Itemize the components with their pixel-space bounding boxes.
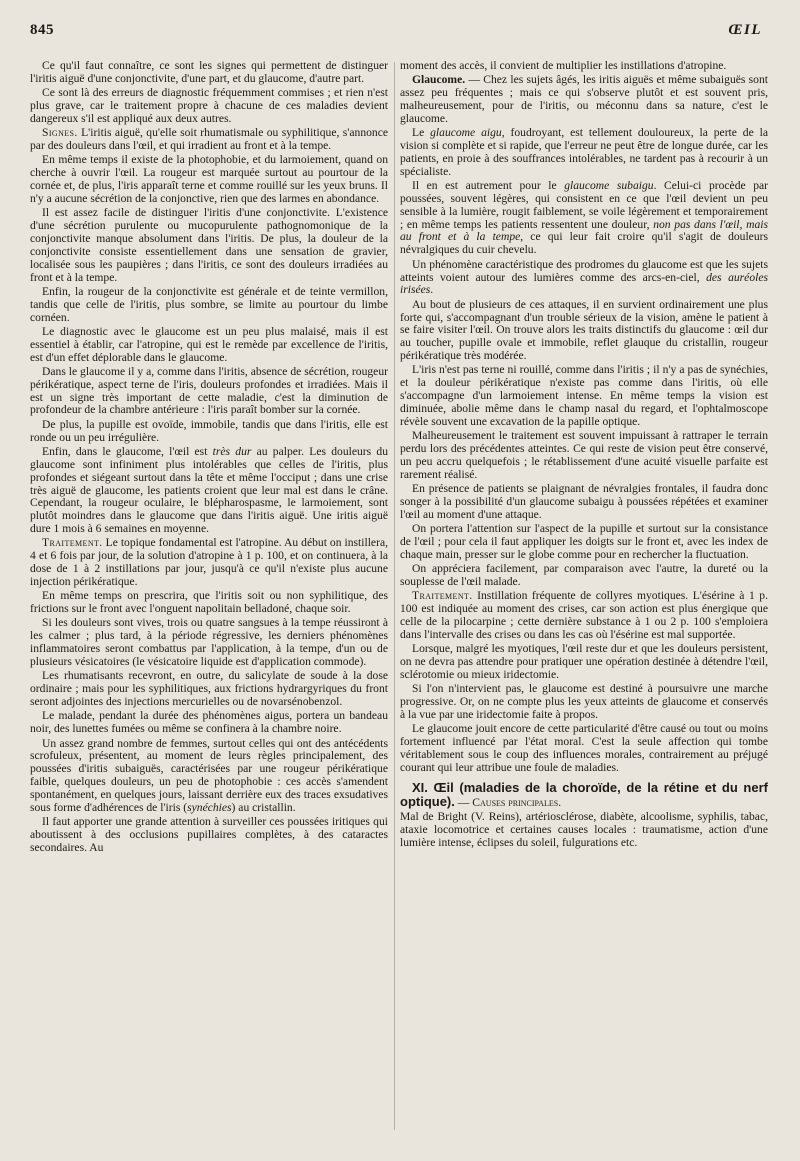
paragraph: Malheureusement le traitement est souvent impuissant à rattraper le terrain perdu lors des précédentes atteintes. Ce qui reste de vision peut être conservé, un peu accru quelquefois ; le rétablissement d'une acuité visuelle parfaite est rarement réalisé. [400, 429, 768, 481]
paragraph: On portera l'attention sur l'aspect de la pupille et surtout sur la consistance de l'œil ; pour cela il faut appliquer les doigts sur le front et, avec les index de chaque main, presser sur le globe comme pour en rechercher la fluctuation. [400, 522, 768, 561]
paragraph: Si les douleurs sont vives, trois ou quatre sangsues à la tempe réussiront à les calmer ; plus tard, à la période régressive, les derniers phénomènes inflammatoires seront combattus par l'application, à la tempe, d'un ou de plusieurs vésicatoires (le vésicatoire liquide est d'application commode). [30, 616, 388, 668]
section-heading-title: XI. Œil (maladies de la choroïde, de la rétine et du nerf optique). [400, 779, 768, 809]
paragraph-text: , foudroyant, est tellement douloureux, la perte de la vision si complète et si rapide, que l'erreur ne peut être de longue durée, car les patients, en proie à des souffrances intolérables, ne tardent pas à recourir à un spécialiste. [400, 126, 768, 178]
paragraph: Au bout de plusieurs de ces attaques, il en survient ordinairement une plus forte qui, s'accompagnant d'un trouble sérieux de la vision, amène le patient à se faire visiter l'œil. On trouve alors les traits distinctifs du glaucome : œil dur au toucher, pupille ovale et immobile, reflet glauque du cristallin, rougeur périkératique très modérée. [400, 297, 768, 363]
column-divider [394, 62, 395, 1130]
page-number: 845 [30, 22, 54, 38]
paragraph: Il est assez facile de distinguer l'iritis d'une conjonctivite. L'existence d'une sécrétion purulente ou mucopurulente pathognomonique de la conjonctivite manque absolument dans l'iritis. De plus, la douleur de la conjonctivite consiste essentiellement dans une sensation de gravier, localisée sous les paupières ; dans l'iritis, ce sont des douleurs irradiées au front et à la tempe. [30, 206, 388, 284]
paragraph [30, 127, 388, 153]
paragraph: Le diagnostic avec le glaucome est un peu plus malaisé, mais il est essentiel à établir, car l'atropine, qui est le remède par excellence de l'iritis, est d'un effet déplorable dans le glaucome. [30, 324, 388, 364]
paragraph: Si l'on n'intervient pas, le glaucome est destiné à poursuivre une marche progressive. Or, on ne compte plus les yeux atteints de glaucome et conservés à la vue par une iridectomie faite à propos. [400, 682, 768, 721]
paragraph: On appréciera facilement, par comparaison avec l'autre, la dureté ou la souplesse de l'œil malade. [400, 562, 768, 588]
paragraph: Lorsque, malgré les myotiques, l'œil reste dur et que les douleurs persistent, on ne devra pas attendre pour pratiquer une opération destinée à détendre l'œil, sclérotomie ou mieux iridectomie. [400, 642, 768, 681]
paragraph: En présence de patients se plaignant de névralgies frontales, il faudra donc songer à la possibilité d'un glaucome subaigu à poussées répétées et examiner l'œil au moment d'une attaque. [400, 482, 768, 521]
paragraph: En même temps il existe de la photophobie, et du larmoiement, quand on cherche à ouvrir l'œil. La rougeur est marquée surtout au pourtour de la cornée et, de plus, l'iris apparaît terne et comme rouillé sur les yeux bruns. Il n'y a aucune sécrétion de la conjonctive, rien que des larmes en abondance. [30, 153, 388, 205]
paragraph: Les rhumatisants recevront, en outre, du salicylate de soude à la dose ordinaire ; mais pour les syphilitiques, aux frictions hydrargyriques du front seront adjointes des injections mercurielles ou de novarsénobenzol. [30, 669, 388, 708]
paragraph: Ce qu'il faut connaître, ce sont les signes qui permettent de distinguer l'iritis aiguë d'une conjonctivite, d'une part, et du glaucome, d'autre part. [30, 59, 388, 85]
paragraph [400, 590, 768, 641]
paragraph-text: Un assez grand nombre de femmes, surtout celles qui ont des antécédents scrofuleux, présentent, au moment de leurs règles principalement, des poussées d'iritis subaiguës, caractérisées par une rougeur périkératique faible, quelques douleurs, un peu de photophobie : ces accès s'amendent spontanément, en quelques jours, laissant derrière eux des traces exsudatives sous forme d'adhérences de l'iris ( [30, 736, 388, 814]
paragraph-text: Enfin, dans le glaucome, l'œil est [42, 444, 213, 458]
section-heading [400, 781, 768, 810]
paragraph [400, 180, 768, 257]
paragraph: Dans le glaucome il y a, comme dans l'iritis, absence de sécrétion, rougeur périkératique, aspect terne de l'iris, douleurs profondes et irradiées. Mais il est un signe très important de cette maladie, c'est la diminution de profondeur de la chambre antérieure : l'iris paraît bomber sur la cornée. [30, 364, 388, 417]
paragraph: moment des accès, il convient de multiplier les instillations d'atropine. [400, 59, 727, 72]
italic-term: glaucome aigu [430, 126, 502, 140]
paragraph-text: Le [412, 126, 431, 140]
paragraph: Mal de Bright (V. Reins), artériosclérose, diabète, alcoolisme, syphilis, tabac, ataxie locomotrice et certaines causes locales : traumatisme, action d'une lumière intense, éclipses du soleil, fulgurations etc. [400, 810, 768, 849]
paragraph: En même temps on prescrira, que l'iritis soit ou non syphilitique, des frictions sur le front avec l'onguent napolitain belladoné, chaque soir. [30, 589, 388, 616]
paragraph: Le malade, pendant la durée des phénomènes aigus, portera un bandeau noir, des lunettes fumées ou même se confinera à la chambre noire. [30, 709, 388, 736]
paragraph-text: au palper. Les douleurs du glaucome sont infiniment plus intolérables que celles de l'iritis, plus profondes et siégeant surtout dans la tête et même l'occiput ; dans une crise très aiguë de glaucome, les patients croient que leur mal est dans le crâne. Cependant, la rougeur oculaire, le blépharospasme, le larmoiement, sont plutôt moindres dans le glaucome que dans l'iritis aiguë. Une iritis aiguë dure 1 mois à 6 semaines en moyenne. [30, 444, 388, 536]
paragraph [400, 259, 768, 298]
italic-term: synéchies [187, 800, 232, 814]
paragraph-text: Un phénomène caractéristique des prodromes du glaucome est que les sujets atteints voient autour des lumières comme des arcs-en-ciel, [400, 257, 768, 284]
section-label: Traitement. [42, 536, 103, 550]
paragraph: L'iris n'est pas terne ni rouillé, comme dans l'iritis ; il n'y a pas de synéchies, et la douleur périkératique n'existe pas comme dans l'iritis, où elle s'accompagne d'un larmoiement intense. En même temps la vision est diminuée, abolie même dans le champ nasal du regard, et l'ophtalmoscope révèle souvent une excavation de la papille optique. [400, 363, 768, 428]
paragraph-text: Instillation fréquente de collyres myotiques. L'ésérine à 1 p. 100 est indiquée au moment des crises, car son action est plus énergique que celle de la pilocarpine ; cette dernière substance à 1 ou 2 p. 100 s'emploiera dans l'intervalle des crises ou dans les cas où l'ésérine est mal supportée. [400, 589, 768, 641]
paragraph [400, 74, 768, 125]
paragraph-text: — Chez les sujets âgés, les iritis aiguës et même subaiguës sont assez peu fréquentes ; mais ce qui s'observe plutôt et est souvent pris, malheureusement, pour de l'iritis, ou méconnu dans sa nature, c'est le glaucome. [400, 73, 768, 125]
paragraph [30, 446, 388, 536]
paragraph-text: L'iritis aiguë, qu'elle soit rhumatismale ou syphilitique, s'annonce par des douleurs dans l'œil, et qui irradient au front et à la tempe. [30, 126, 388, 153]
italic-term: très dur [212, 444, 252, 458]
paragraph [30, 537, 388, 588]
running-head: ŒIL [728, 22, 762, 38]
paragraph [400, 127, 768, 178]
paragraph: Ce sont là des erreurs de diagnostic fréquemment commises ; et rien n'est plus grave, car le traitement propre à chacune de ces maladies devient dangereux s'il est appliqué aux deux autres. [30, 86, 388, 125]
paragraph: De plus, la pupille est ovoïde, immobile, tandis que dans l'iritis, elle est ronde ou un peu irrégulière. [30, 417, 388, 444]
italic-term: glaucome subaigu [564, 179, 654, 193]
paragraph-text: Il en est autrement pour le [412, 179, 565, 193]
section-label: Traitement. [412, 589, 473, 603]
section-label: Signes. [42, 126, 78, 140]
paragraph-text: . Celui-ci procède par poussées, souvent légères, qui consistent en ce que l'œil devient un peu sensible à la lumière, rougit faiblement, se voile légèrement et temporairement ; en même temps les patients ressentent une douleur, [400, 179, 769, 231]
italic-term: non pas dans l'œil, mais au front et à la tempe [400, 217, 768, 244]
paragraph [30, 738, 388, 815]
paragraph-text: . [430, 283, 434, 297]
section-label: Glaucome. [412, 73, 466, 87]
paragraph: Le glaucome jouit encore de cette particularité d'être causé ou tout ou moins fortement influencé par l'état moral. C'est la seule affection qui tombe véritablement sous le coup des influences morales, contrairement au préjugé courant qui leur attribue une foule de maladies. [400, 722, 768, 774]
left-column [30, 60, 388, 856]
paragraph-text: Le topique fondamental est l'atropine. Au début on instillera, 4 et 6 fois par jour, de la solution d'atropine à 1 p. 100, et on continuera, à la dose de 1 à 2 instillations par jour, jusqu'à ce qu'il n'existe plus aucune injection périkératique. [30, 536, 388, 588]
paragraph-text: ) au cristallin. [231, 800, 296, 814]
paragraph: Il faut apporter une grande attention à surveiller ces poussées iritiques qui aboutissent à des occlusions pupillaires complètes, à des cataractes secondaires. Au [30, 815, 388, 854]
italic-term: des auréoles irisées [400, 270, 769, 297]
paragraph: Enfin, la rougeur de la conjonctivite est générale et de teinte vermillon, tandis que celle de l'iritis, plus sombre, se limite au pourtour du limbe cornéen. [30, 284, 388, 324]
paragraph-text: , ce qui leur fait croire qu'il s'agit de douleurs névralgiques du cuir chevelu. [400, 230, 768, 257]
section-heading-causes: — Causes principales. [454, 795, 562, 809]
page-header [30, 22, 762, 46]
right-column [400, 60, 768, 851]
